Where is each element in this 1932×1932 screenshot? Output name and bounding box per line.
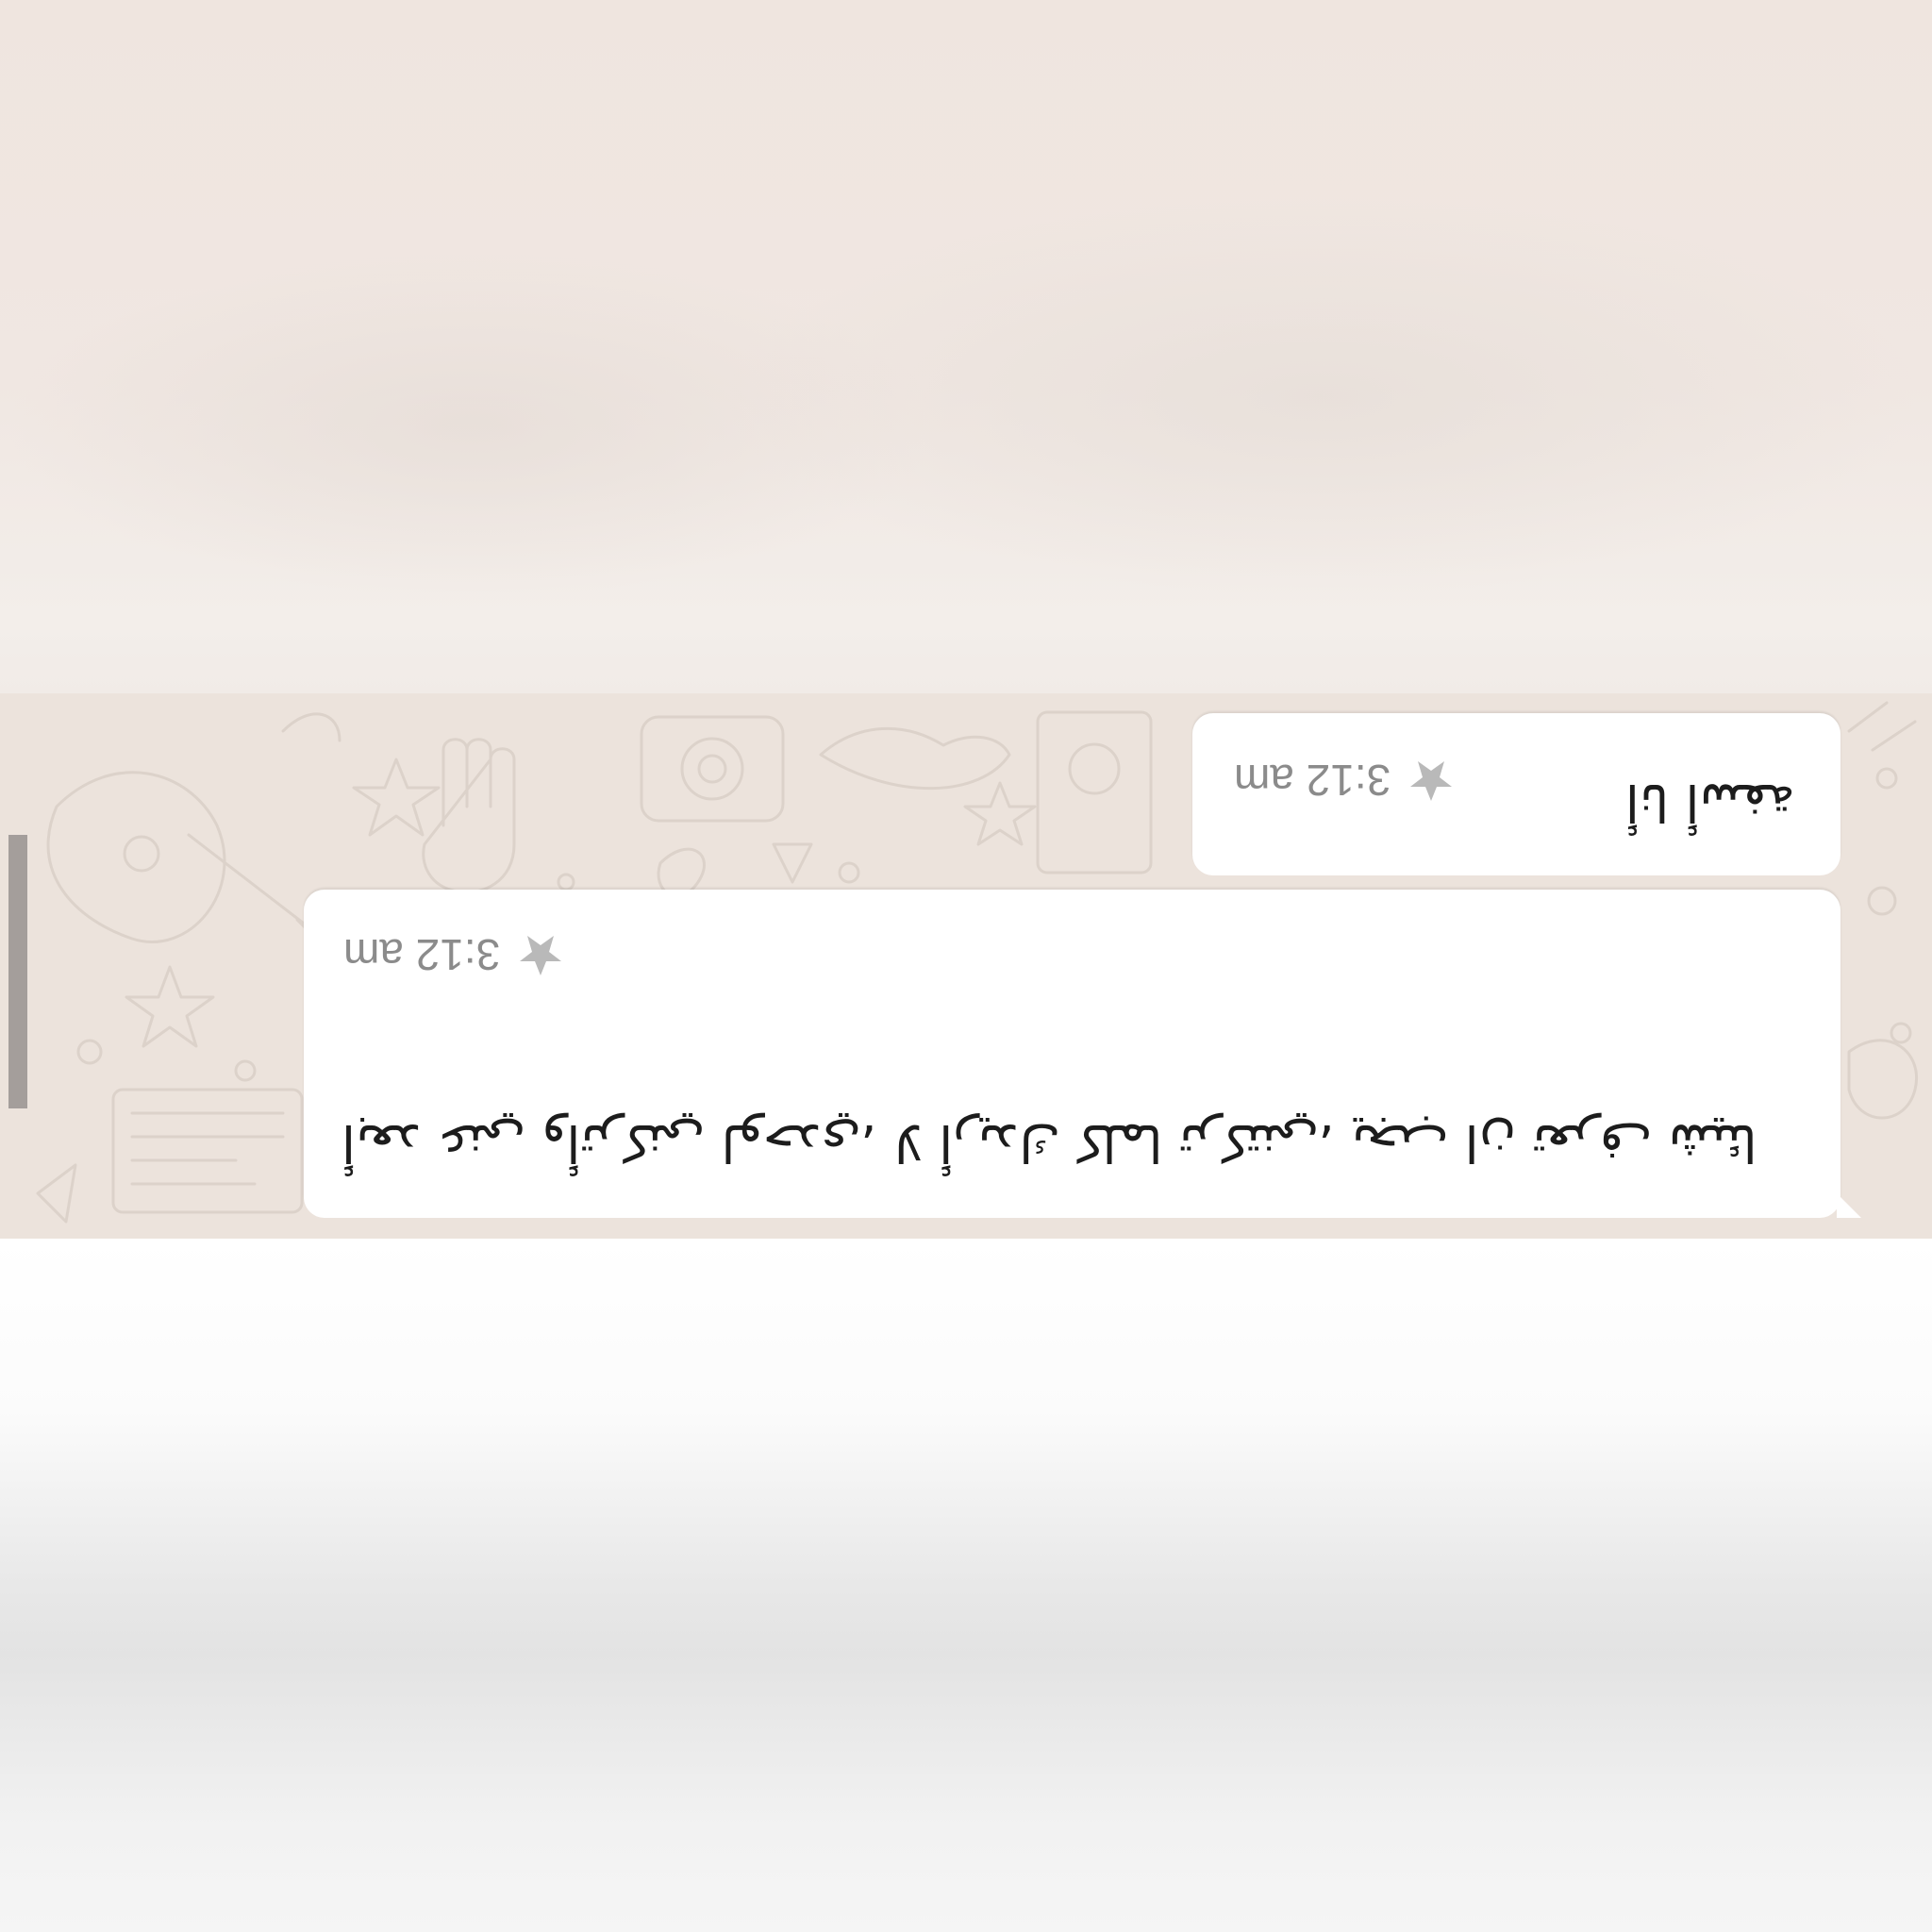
message-bubble[interactable] (1192, 713, 1840, 875)
message-meta (343, 929, 564, 980)
blurred-background-top (0, 0, 1932, 693)
blurred-background-bottom (0, 1239, 1932, 1932)
message-time: 3:12 am (343, 930, 501, 979)
bubble-tail (1837, 1193, 1861, 1218)
star-icon (517, 931, 564, 978)
message-time: 3:12 am (1234, 756, 1391, 805)
message-bubble[interactable] (304, 890, 1840, 1218)
star-icon (1407, 757, 1455, 804)
message-text: أنا أسفة (1624, 773, 1795, 832)
scroll-indicator[interactable] (8, 835, 27, 1108)
message-text: أبعد عني وأتركني لوحدي، لا أريدك كلما تركتني، يجب ان تعرف شيئا (341, 1113, 1757, 1173)
message-meta (1234, 755, 1455, 806)
